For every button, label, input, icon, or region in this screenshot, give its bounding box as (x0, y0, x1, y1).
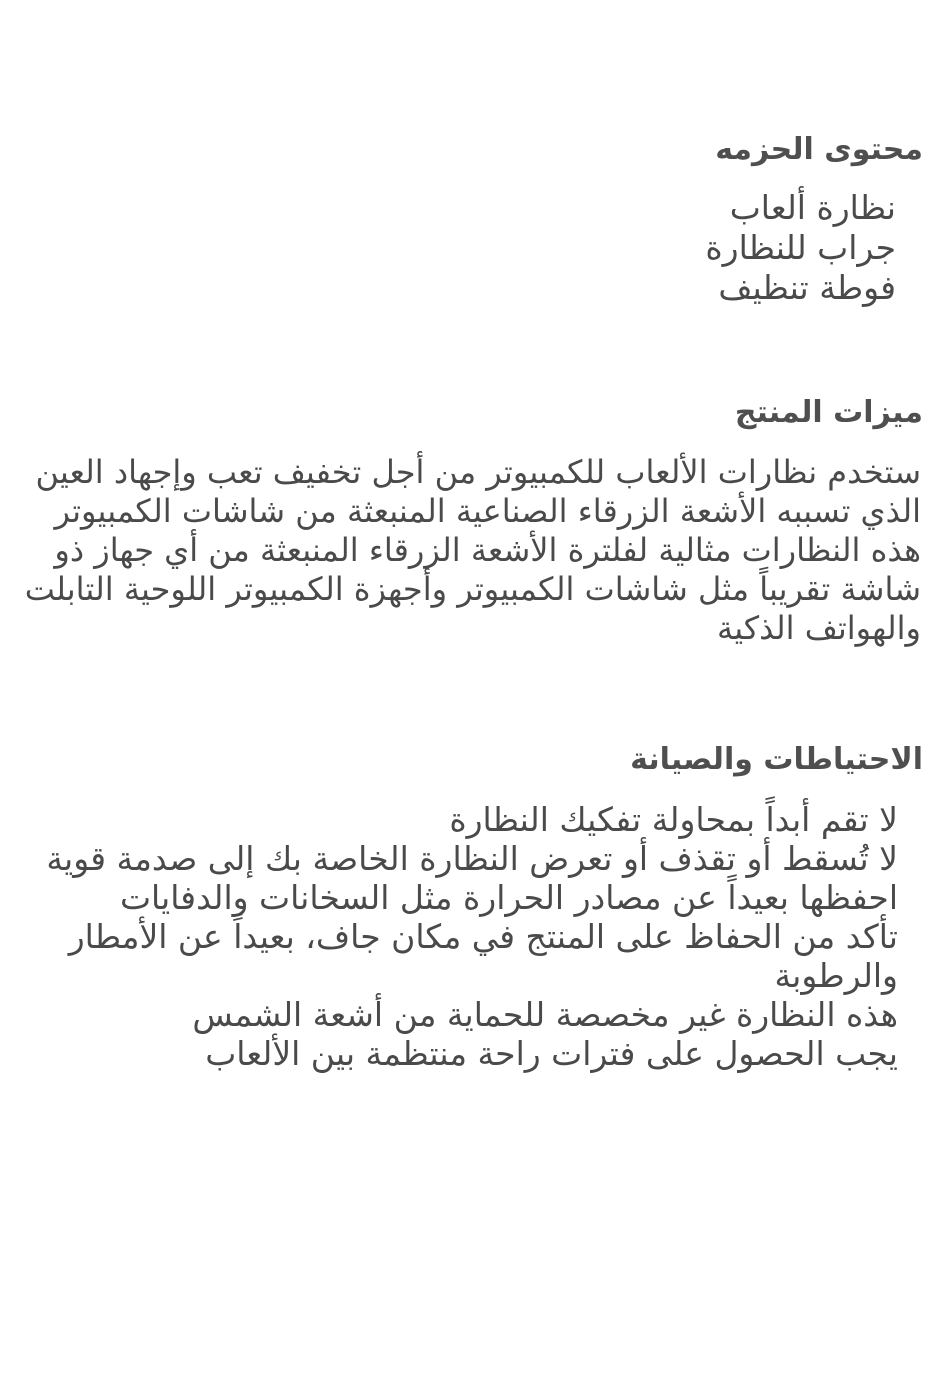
package-contents-heading: محتوى الحزمه (715, 132, 923, 167)
list-item: فوطة تنظيف (718, 268, 896, 307)
precautions-heading: الاحتياطات والصيانة (630, 742, 923, 777)
list-item: لا تُسقط أو تقذف أو تعرض النظارة الخاصة بك إلى صدمة قوية (46, 839, 898, 878)
product-features-text: ستخدم نظارات الألعاب للكمبيوتر من أجل تخفيف تعب وإجهاد العين الذي تسببه الأشعة الزرقاء الصناعية المنبعثة من شاشات الكمبيوتر هذه النظارات مثالية لفلترة الأشعة الزرقاء المنبعثة من أي جهاز ذو شاشة تقريباً مثل شاشات الكمبيوتر وأجهزة الكمبيوتر اللوحية التابلت والهواتف الذكية (24, 453, 921, 647)
list-item: نظارة ألعاب (729, 188, 896, 227)
package-contents-section (43, 130, 923, 308)
list-item: تأكد من الحفاظ على المنتج في مكان جاف، بعيداً عن الأمطار والرطوبة (68, 917, 898, 995)
precautions-section (43, 740, 923, 1073)
package-contents-list (43, 188, 923, 308)
list-item: لا تقم أبداً بمحاولة تفكيك النظارة (449, 800, 898, 839)
product-features-section (23, 393, 923, 648)
list-item: احفظها بعيداً عن مصادر الحرارة مثل السخانات والدفايات (119, 878, 898, 917)
list-item: هذه النظارة غير مخصصة للحماية من أشعة الشمس (192, 995, 898, 1034)
list-item: يجب الحصول على فترات راحة منتظمة بين الألعاب (205, 1034, 898, 1073)
precautions-list (43, 800, 923, 1073)
product-features-heading: ميزات المنتج (734, 395, 923, 430)
list-item: جراب للنظارة (705, 228, 896, 267)
